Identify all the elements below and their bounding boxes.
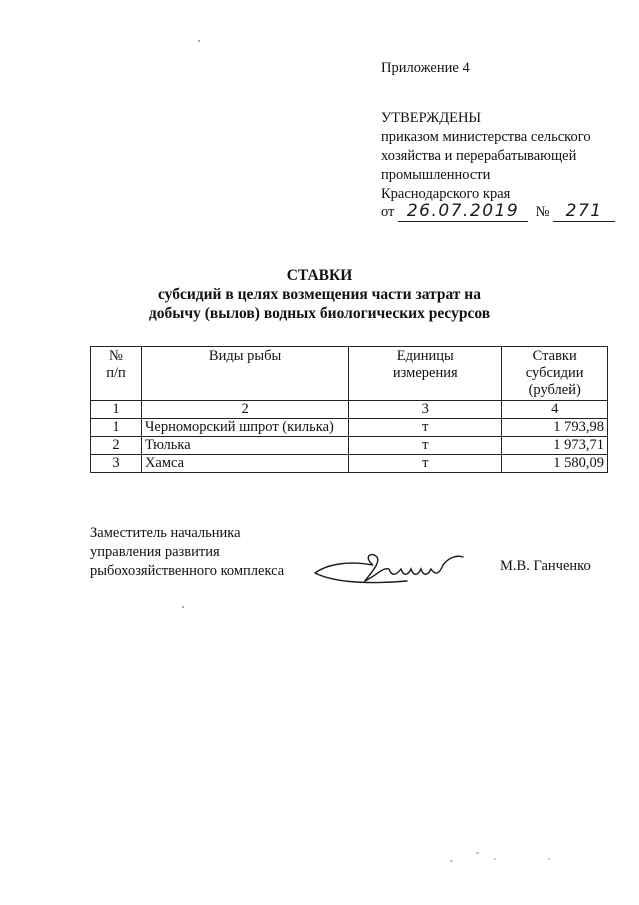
order-date-field: [398, 202, 528, 222]
header-unit: [349, 347, 502, 401]
scan-speck: [476, 852, 479, 854]
order-number-field: [553, 202, 615, 222]
row-rate: 1 793,98: [502, 419, 608, 437]
row-fish-name: Тюлька: [141, 437, 348, 455]
order-date: 26.07.2019: [406, 201, 520, 221]
number-sign: №: [535, 204, 550, 220]
appendix-label: Приложение 4: [381, 60, 470, 76]
position-line: Заместитель начальника: [90, 525, 241, 541]
approved-line: приказом министерства сельского: [381, 129, 591, 145]
title-main: СТАВКИ: [286, 267, 353, 284]
row-num: 3: [91, 455, 142, 473]
header-num: [91, 347, 142, 401]
header-rate: [502, 347, 608, 401]
row-num: 1: [91, 419, 142, 437]
scan-speck: [198, 40, 200, 42]
row-rate: 1 973,71: [502, 437, 608, 455]
position-line: рыбохозяйственного комплекса: [90, 563, 285, 579]
column-index: 3: [349, 401, 502, 419]
scan-speck: [182, 606, 184, 608]
header-unit-line: Единицы: [396, 348, 454, 364]
position-line: управления развития: [90, 544, 220, 560]
row-unit: т: [349, 437, 502, 455]
header-unit-line: измерения: [392, 365, 458, 381]
header-rate-line: Ставки: [532, 348, 577, 364]
header-num-line: №: [109, 348, 123, 364]
column-index-row: [91, 401, 608, 419]
table-row: [91, 419, 608, 437]
column-index: 1: [91, 401, 142, 419]
header-rate-line: (рублей): [528, 382, 581, 398]
signatory-position: [90, 524, 284, 581]
column-index: 4: [502, 401, 608, 419]
approved-line: промышленности: [381, 167, 491, 183]
order-number: 271: [565, 201, 603, 221]
row-rate: 1 580,09: [502, 455, 608, 473]
scan-speck: [494, 858, 496, 860]
signer-name: М.В. Ганченко: [500, 558, 591, 574]
document-title: [0, 266, 639, 323]
title-line: субсидий в целях возмещения части затрат на: [158, 286, 481, 303]
header-num-line: п/п: [106, 365, 126, 381]
column-index: 2: [141, 401, 348, 419]
row-fish-name: Хамса: [141, 455, 348, 473]
handwritten-signature: [311, 551, 471, 587]
row-num: 2: [91, 437, 142, 455]
approved-line: Краснодарского края: [381, 186, 511, 202]
scan-speck: [450, 860, 453, 862]
scan-speck: [548, 858, 550, 860]
date-prefix: от: [381, 204, 395, 220]
row-unit: т: [349, 455, 502, 473]
table-row: [91, 455, 608, 473]
row-fish-name: Черноморский шпрот (килька): [141, 419, 348, 437]
header-rate-line: субсидии: [525, 365, 584, 381]
approved-line: хозяйства и перерабатывающей: [381, 148, 577, 164]
table-header-row: [91, 347, 608, 401]
header-fish-type: Виды рыбы: [141, 347, 348, 401]
title-line: добычу (вылов) водных биологических ресурсов: [148, 305, 491, 322]
table-row: [91, 437, 608, 455]
approved-title: УТВЕРЖДЕНЫ: [381, 110, 482, 126]
approval-block: [381, 109, 615, 222]
rates-table: [90, 346, 608, 473]
row-unit: т: [349, 419, 502, 437]
order-date-line: [381, 202, 615, 222]
